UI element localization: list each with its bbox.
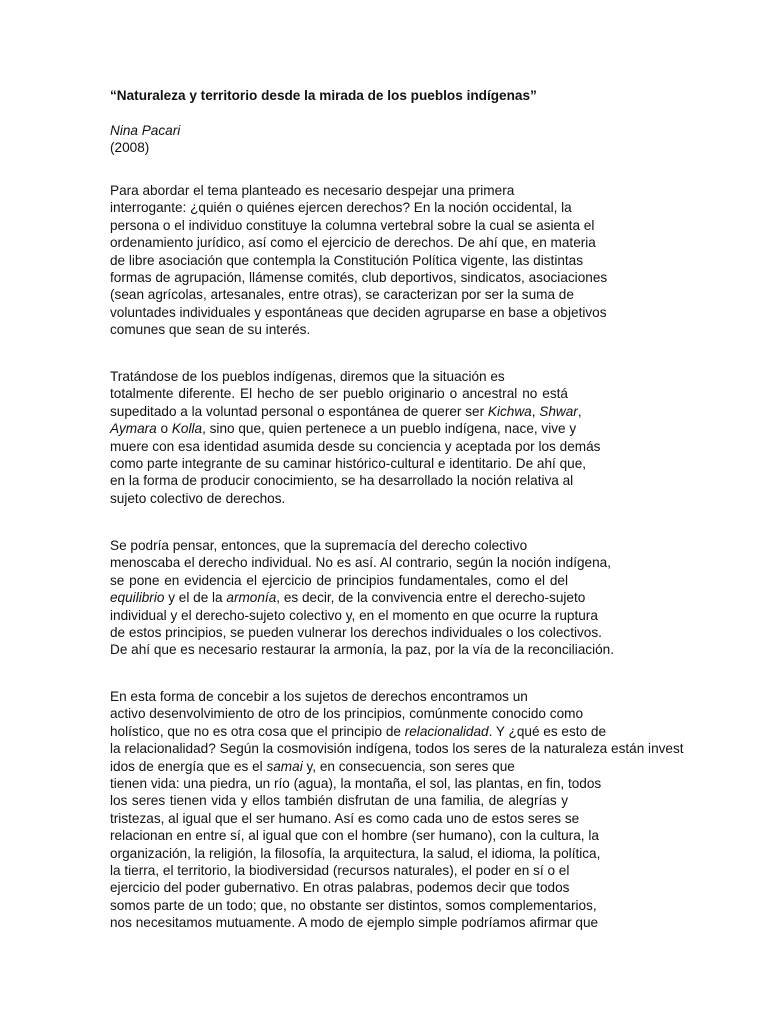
text-run: totalmente diferente. El hecho de ser pueblo originario o ancestral no está <box>110 386 568 402</box>
text-run: la tierra, el territorio, la biodiversidad (recursos naturales), el poder en sí o el <box>110 863 570 878</box>
text-run: activo desenvolvimiento de otro de los principios, comúnmente conocido como <box>110 706 584 722</box>
text-run: nos necesitamos mutuamente. A modo de ejemplo simple podríamos afirmar que <box>110 915 599 931</box>
italic-term: Kolla <box>171 421 203 437</box>
text-run: somos parte de un todo; que, no obstante ser distintos, somos complementarios, <box>110 897 597 913</box>
italic-term: Shwar <box>539 403 578 419</box>
text-line <box>110 234 596 251</box>
text-run: de estos principios, se pueden vulnerar los derechos individuales o los colectivos. <box>110 625 602 640</box>
text-run: relacionan en entre sí, al igual que con el hombre (ser humano), con la cultura, la <box>110 828 599 844</box>
italic-term: armonía <box>226 590 277 606</box>
text-run: . Y ¿qué es esto de <box>488 723 607 739</box>
italic-term: relacionalidad <box>404 723 489 739</box>
text-run: ejercicio del poder gubernativo. En otras palabras, podemos decir que todos <box>110 880 570 896</box>
text-run: y el de la <box>164 590 227 606</box>
text-line <box>110 403 582 420</box>
text-run: , <box>531 403 540 419</box>
text-run: de libre asociación que contempla la Constitución Política vigente, las distintas <box>110 252 584 268</box>
text-line <box>110 455 587 472</box>
text-run: ordenamiento jurídico, así como el ejercicio de derechos. De ahí que, en materia <box>110 235 596 251</box>
text-run: tristezas, al igual que el ser humano. Así es como cada uno de estos seres se <box>110 810 580 826</box>
text-line <box>110 810 580 827</box>
text-line <box>110 641 614 658</box>
text-line <box>110 862 568 879</box>
text-line <box>110 368 568 385</box>
text-line <box>110 607 598 624</box>
document-author: Nina Pacari <box>110 123 181 138</box>
text-run: tienen vida: una piedra, un río (agua), la montaña, el sol, las plantas, en fin, todos <box>110 776 602 791</box>
text-line <box>110 705 584 722</box>
text-line <box>110 420 577 437</box>
text-run: Tratándose de los pueblos indígenas, diremos que la situación es <box>110 369 505 384</box>
text-run: organización, la religión, la filosofía, la arquitectura, la salud, el idioma, la política, <box>110 845 601 861</box>
text-run: menoscaba el derecho individual. No es así. Al contrario, según la noción indígena, <box>110 555 612 571</box>
text-line <box>110 199 572 216</box>
text-run: en la forma de producir conocimiento, se ha desarrollado la noción relativa al <box>110 473 574 489</box>
text-line <box>110 723 607 740</box>
text-run: idos de energía que es el <box>110 758 267 774</box>
text-run: En esta forma de concebir a los sujetos de derechos encontramos un <box>110 689 528 704</box>
text-line <box>110 740 684 757</box>
text-run: persona o el individuo constituye la columna vertebral sobre la cual se asienta el <box>110 217 595 233</box>
italic-term: samai <box>266 758 303 774</box>
text-run: individual y el derecho-sujeto colectivo y, en el momento en que ocurre la ruptura <box>110 607 598 623</box>
text-line <box>110 304 607 321</box>
text-line <box>110 554 612 571</box>
text-run: sujeto colectivo de derechos. <box>110 490 286 506</box>
document-year: (2008) <box>110 140 150 155</box>
text-run: voluntades individuales y espontáneas que deciden agruparse en base a objetivos <box>110 304 607 320</box>
text-run: muere con esa identidad asumida desde su conciencia y aceptada por los demás <box>110 438 601 454</box>
text-run: formas de agrupación, llámense comités, club deportivos, sindicatos, asociaciones <box>110 270 608 285</box>
text-line <box>110 845 601 862</box>
text-line <box>110 914 599 931</box>
text-line <box>110 827 599 844</box>
text-line <box>110 688 568 705</box>
italic-term: Kichwa <box>487 403 532 419</box>
text-run: Para abordar el tema planteado es necesario despejar una primera <box>110 183 515 198</box>
text-line <box>110 472 574 489</box>
text-run: interrogante: ¿quién o quiénes ejercen derechos? En la noción occidental, la <box>110 200 572 216</box>
italic-term: Aymara <box>110 421 157 437</box>
text-run: comunes que sean de su interés. <box>110 322 311 338</box>
text-line <box>110 217 595 234</box>
text-line <box>110 624 602 641</box>
text-line <box>110 879 568 896</box>
text-line <box>110 438 601 455</box>
italic-term: equilibrio <box>110 590 165 606</box>
text-line <box>110 572 568 589</box>
text-run: y, en consecuencia, son seres que <box>302 758 515 774</box>
text-line <box>110 252 584 269</box>
text-run: holístico, que no es otra cosa que el principio de <box>110 723 405 739</box>
text-run: (sean agrícolas, artesanales, entre otras), se caracterizan por ser la suma de <box>110 287 574 303</box>
text-run: Se podría pensar, entonces, que la supremacía del derecho colectivo <box>110 538 528 553</box>
document-title: “Naturaleza y territorio desde la mirada de los pueblos indígenas” <box>110 88 537 103</box>
text-line <box>110 589 586 606</box>
text-run: como parte integrante de su caminar histórico-cultural e identitario. De ahí que, <box>110 456 587 471</box>
text-line <box>110 321 568 338</box>
text-line <box>110 775 602 792</box>
text-line <box>110 490 568 507</box>
text-run: la relacionalidad? Según la cosmovisión indígena, todos los seres de la naturaleza están invest <box>110 741 684 757</box>
text-run: , <box>577 403 582 419</box>
text-run: se pone en evidencia el ejercicio de principios fundamentales, como el del <box>110 572 568 588</box>
text-line <box>110 897 597 914</box>
text-run: supeditado a la voluntad personal o espontánea de querer ser <box>110 403 488 419</box>
text-run: , es decir, de la convivencia entre el derecho-sujeto <box>276 590 586 606</box>
text-line <box>110 286 574 303</box>
text-line <box>110 758 568 775</box>
text-line <box>110 537 568 554</box>
text-run: , sino que, quien pertenece a un pueblo indígena, nace, vive y <box>202 421 577 437</box>
text-run: los seres tienen vida y ellos también disfrutan de una familia, de alegrías y <box>110 793 568 809</box>
text-run: De ahí que es necesario restaurar la armonía, la paz, por la vía de la reconciliación. <box>110 642 614 658</box>
text-line <box>110 385 568 402</box>
text-line <box>110 182 568 199</box>
text-line <box>110 792 568 809</box>
text-line <box>110 269 608 286</box>
text-run: o <box>156 421 172 437</box>
